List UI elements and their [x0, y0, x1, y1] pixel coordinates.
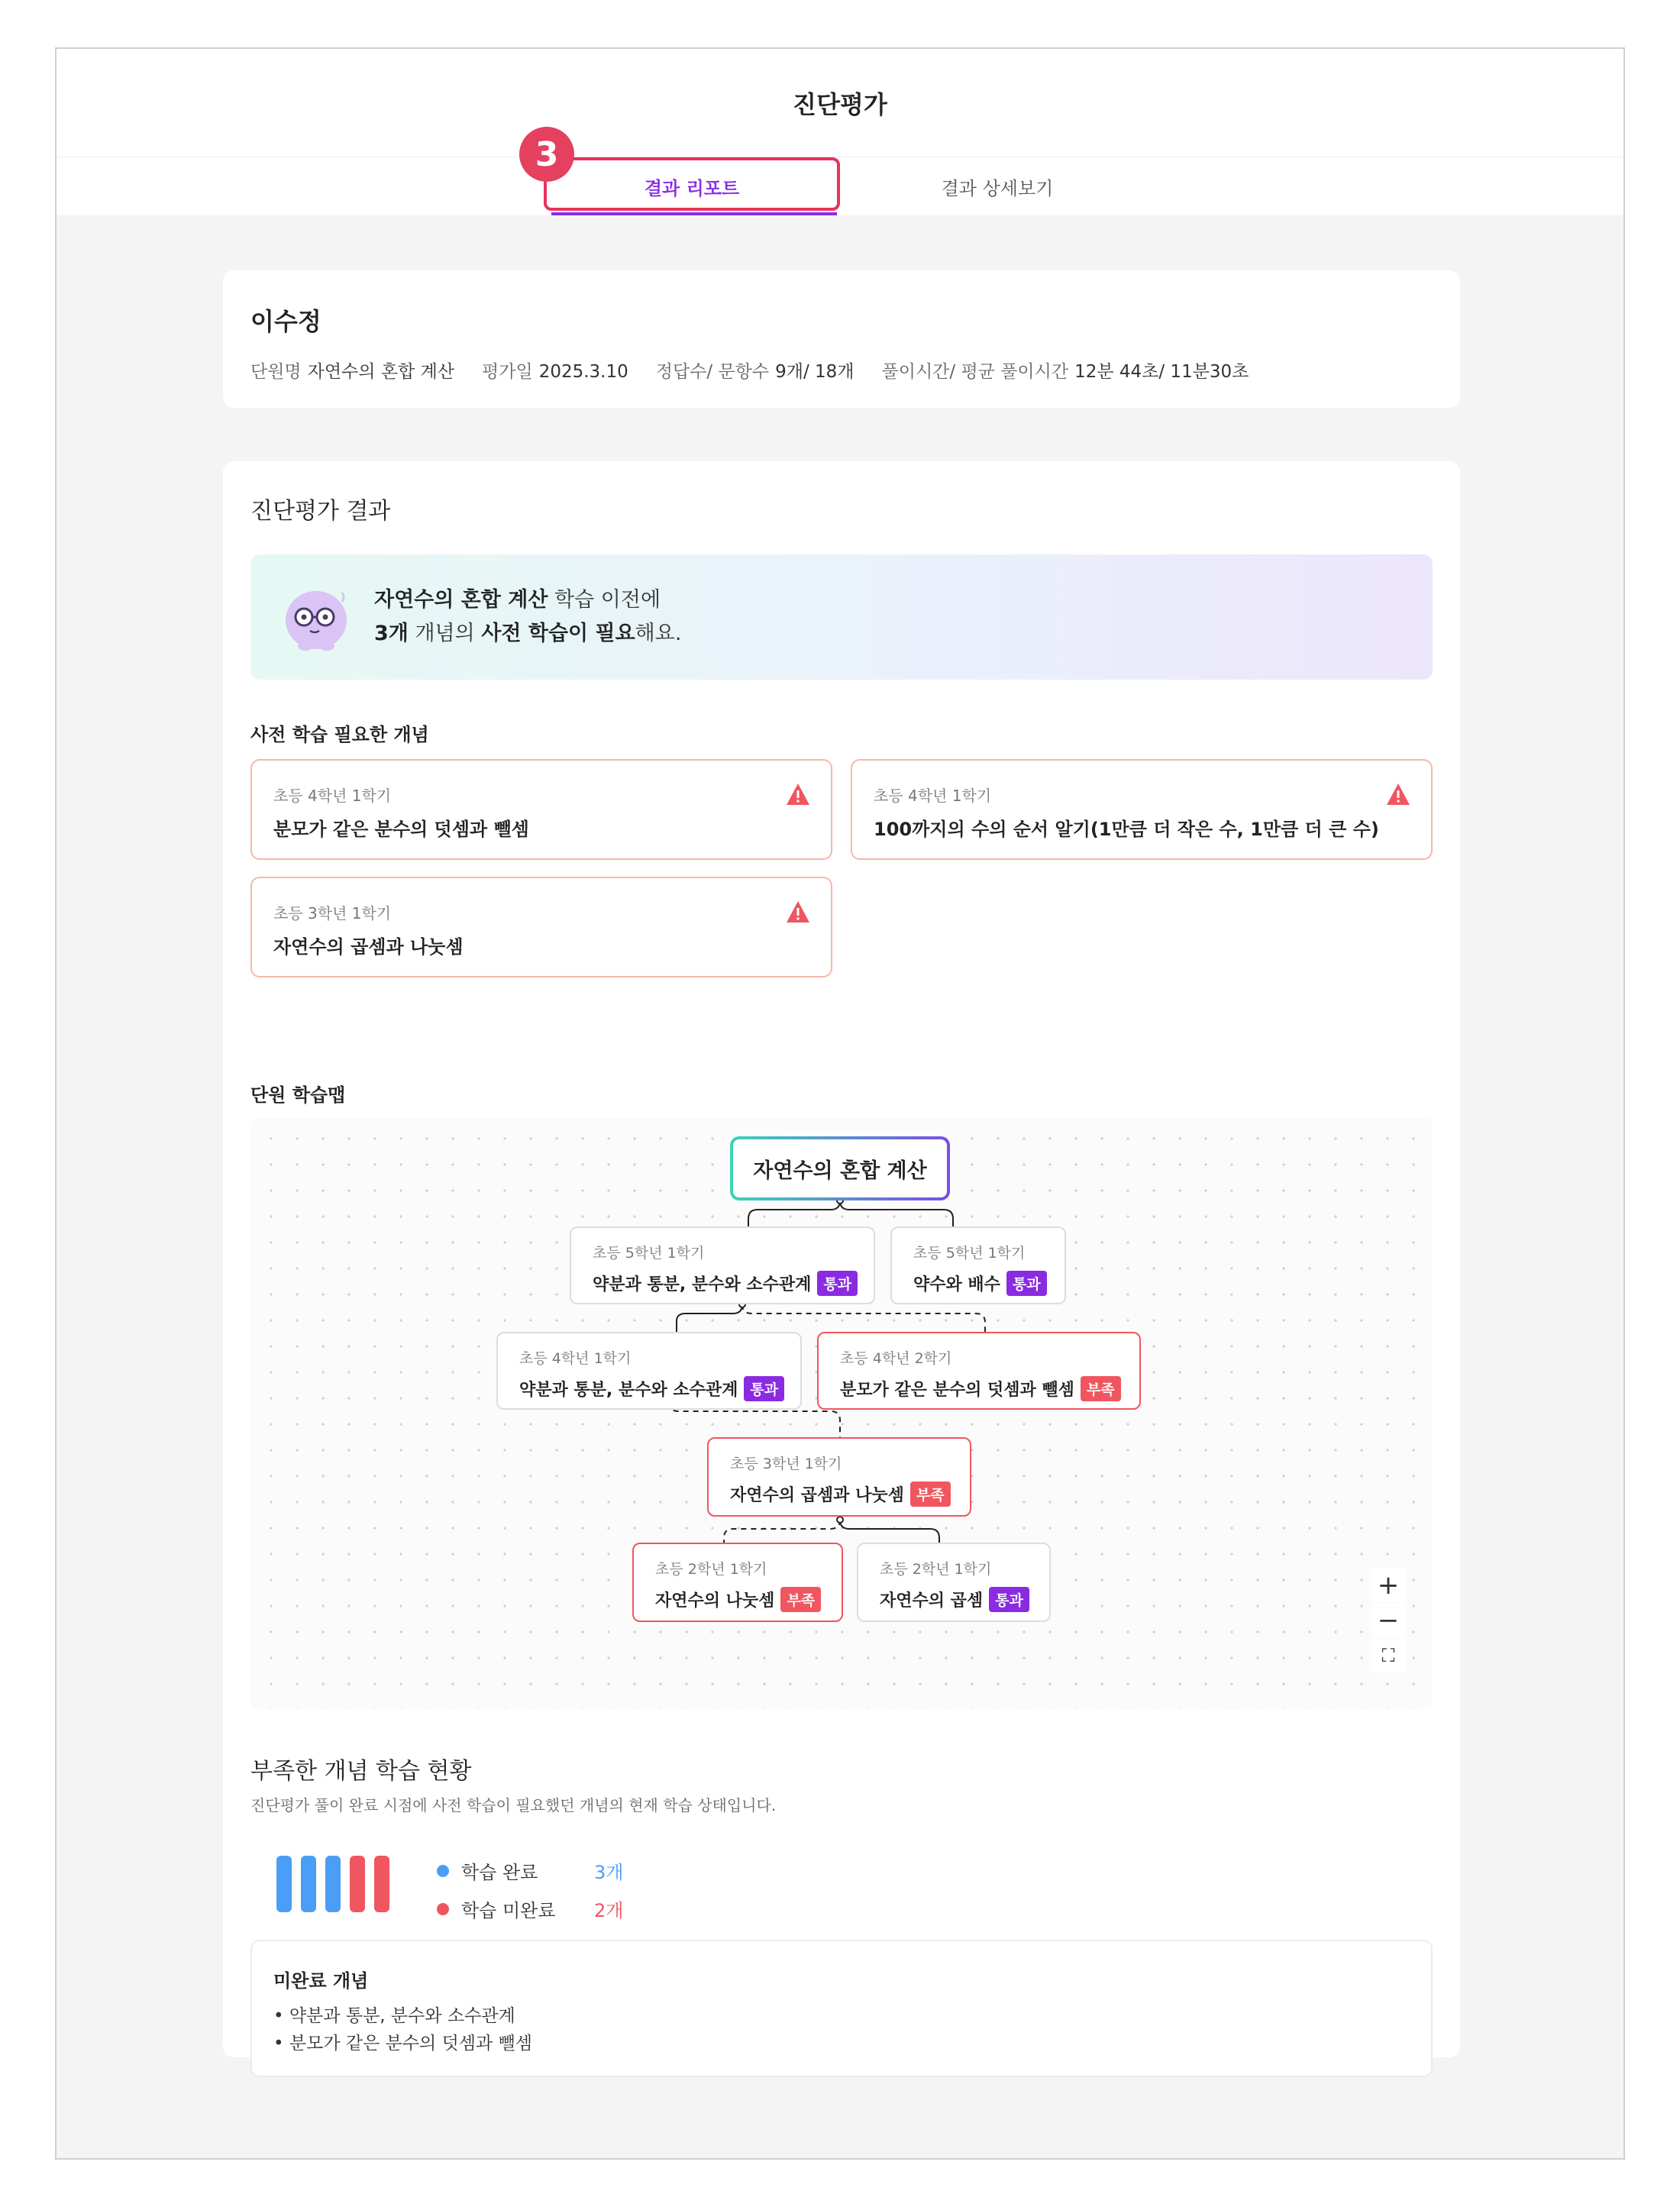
map-node[interactable]: [707, 1437, 971, 1517]
status-badge: 통과: [817, 1271, 858, 1296]
banner-line-1: 자연수의 혼합 계산 학습 이전에: [374, 588, 661, 612]
status-badge: 통과: [744, 1376, 784, 1401]
legend-dot: [437, 1903, 449, 1915]
status-badge: 부족: [780, 1587, 821, 1612]
map-node[interactable]: [570, 1226, 875, 1304]
warning-icon: [785, 900, 811, 924]
prereq-title: 사전 학습 필요한 개념: [250, 724, 429, 745]
status-bar: [276, 1856, 292, 1912]
learning-map-title: 단원 학습맵: [250, 1084, 346, 1106]
legend-incomplete: 학습 미완료 2개: [437, 1895, 556, 1922]
result-title: 진단평가 결과: [250, 498, 391, 525]
status-bar: [301, 1856, 316, 1912]
node-label: 약분과 통분, 분수와 소수관계 통과: [519, 1376, 784, 1401]
result-card: [223, 461, 1460, 2057]
list-item: • 분모가 같은 분수의 덧셈과 뺄셈: [273, 2030, 532, 2057]
zoom-in-button[interactable]: +: [1371, 1569, 1405, 1602]
map-root-node[interactable]: 자연수의 혼합 계산: [730, 1136, 950, 1200]
tab-result-report[interactable]: 결과 리포트: [644, 177, 740, 199]
learning-map[interactable]: [250, 1118, 1433, 1709]
status-badge: 부족: [910, 1482, 951, 1507]
status-title: 부족한 개념 학습 현황: [250, 1758, 472, 1785]
legend-count: 3개: [594, 1862, 624, 1883]
node-grade: 초등 3학년 1학기: [730, 1456, 842, 1472]
tab-bar: [57, 157, 1623, 215]
map-node[interactable]: [890, 1226, 1066, 1304]
incomplete-list: [273, 2002, 532, 2057]
map-node[interactable]: [496, 1332, 802, 1410]
assessment-meta: [250, 357, 1249, 383]
node-grade: 초등 5학년 1학기: [593, 1245, 705, 1262]
result-banner: [250, 554, 1433, 680]
page-title: 진단평가: [793, 90, 887, 119]
node-label: 분모가 같은 분수의 덧셈과 뺄셈 부족: [840, 1376, 1121, 1401]
step-number-badge: 3: [519, 127, 574, 182]
status-bars: [276, 1856, 389, 1912]
meta-unit: 단원명 자연수의 혼합 계산: [250, 362, 455, 382]
status-badge: 부족: [1081, 1376, 1121, 1401]
prereq-concept-card[interactable]: [250, 759, 832, 860]
node-grade: 초등 4학년 1학기: [519, 1350, 632, 1367]
banner-text: [374, 583, 681, 651]
meta-time: 풀이시간/ 평균 풀이시간 12분 44초/ 11분30초: [881, 362, 1249, 382]
node-grade: 초등 2학년 1학기: [880, 1561, 992, 1578]
incomplete-title: 미완료 개념: [273, 1970, 369, 1992]
warning-icon: [785, 782, 811, 806]
list-item: • 약분과 통분, 분수와 소수관계: [273, 2002, 532, 2030]
node-label: 자연수의 곱셈과 나눗셈 부족: [730, 1482, 951, 1507]
student-info-card: [223, 270, 1460, 408]
student-name: 이수정: [250, 307, 321, 336]
concept-name: 자연수의 곱셈과 나눗셈: [273, 936, 464, 958]
map-node[interactable]: [857, 1543, 1051, 1622]
concept-name: 100까지의 수의 순서 알기(1만큼 더 작은 수, 1만큼 더 큰 수): [874, 819, 1379, 840]
app-frame: [55, 47, 1625, 2160]
node-label: 자연수의 곱셈 통과: [880, 1587, 1029, 1612]
warning-icon: [1385, 782, 1411, 806]
incomplete-concepts-box: [250, 1940, 1433, 2077]
map-node[interactable]: [817, 1332, 1141, 1410]
node-label: 약분과 통분, 분수와 소수관계 통과: [593, 1271, 858, 1296]
legend-complete: 학습 완료 3개: [437, 1857, 538, 1884]
node-grade: 초등 4학년 2학기: [840, 1350, 952, 1367]
node-label: 자연수의 나눗셈 부족: [655, 1587, 821, 1612]
map-node[interactable]: [632, 1543, 843, 1622]
tab-result-detail[interactable]: 결과 상세보기: [941, 177, 1054, 199]
meta-score: 정답수/ 문항수 9개/ 18개: [655, 362, 855, 382]
concept-grade: 초등 4학년 1학기: [874, 787, 992, 805]
concept-name: 분모가 같은 분수의 덧셈과 뺄셈: [273, 819, 529, 840]
page-header: [57, 49, 1623, 157]
concept-grade: 초등 3학년 1학기: [273, 904, 392, 923]
legend-dot: [437, 1865, 449, 1877]
highlight-outline: [544, 157, 840, 211]
prereq-concept-card[interactable]: [851, 759, 1433, 860]
status-badge: 통과: [1006, 1271, 1047, 1296]
zoom-out-button[interactable]: −: [1371, 1604, 1405, 1637]
status-bar: [325, 1856, 341, 1912]
map-connectors: [250, 1118, 1433, 1709]
node-label: 약수와 배수 통과: [913, 1271, 1047, 1296]
status-bar: [350, 1856, 365, 1912]
node-grade: 초등 2학년 1학기: [655, 1561, 767, 1578]
concept-grade: 초등 4학년 1학기: [273, 787, 392, 805]
legend-count: 2개: [594, 1900, 624, 1921]
node-grade: 초등 5학년 1학기: [913, 1245, 1026, 1262]
meta-date: 평가일 2025.3.10: [482, 362, 628, 382]
banner-line-2: 3개 개념의 사전 학습이 필요해요.: [374, 622, 682, 645]
status-badge: 통과: [989, 1587, 1029, 1612]
prereq-concept-card[interactable]: [250, 877, 832, 977]
active-tab-indicator: [551, 212, 837, 215]
mascot-icon: [279, 580, 353, 654]
status-description: 진단평가 풀이 완료 시점에 사전 학습이 필요했던 개념의 현재 학습 상태입니다.: [250, 1796, 777, 1814]
status-bar: [374, 1856, 389, 1912]
fit-view-button[interactable]: ⛶: [1371, 1639, 1405, 1672]
